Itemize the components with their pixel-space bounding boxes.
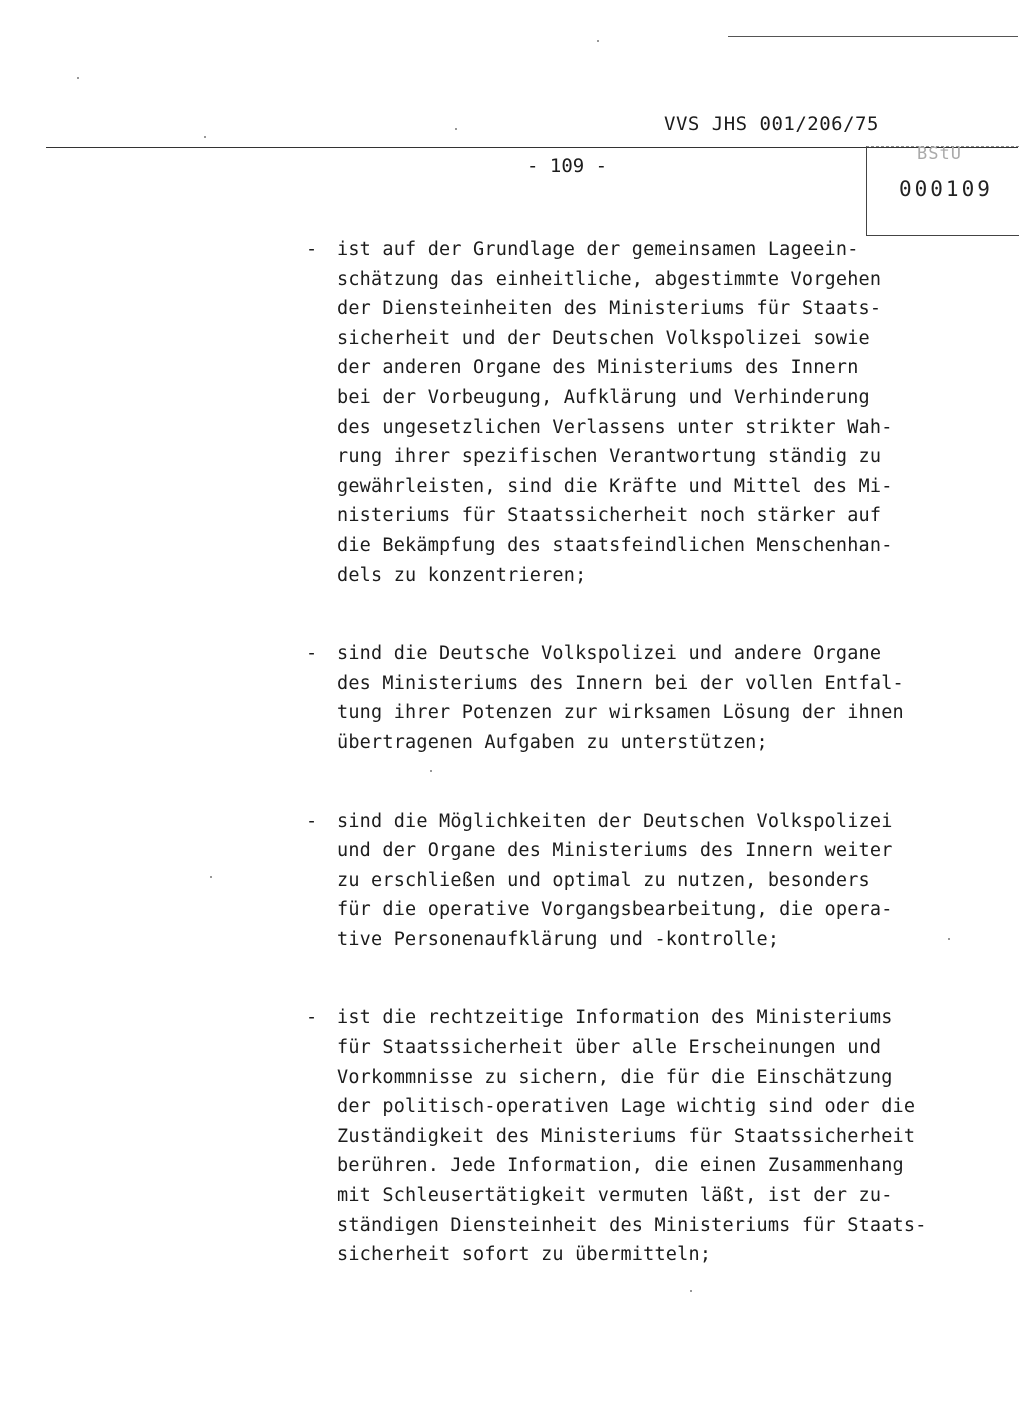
archive-stamp bbox=[866, 146, 1019, 236]
bullet-dash: - bbox=[306, 810, 318, 832]
top-edge-rule bbox=[728, 36, 1018, 37]
text-line: schätzung das einheitliche, abgestimmte Vorgehen bbox=[337, 268, 882, 290]
scan-speck bbox=[597, 40, 599, 42]
stamp-label: BStU bbox=[917, 144, 962, 164]
text-line: der politisch-operativen Lage wichtig sind oder die bbox=[337, 1096, 916, 1118]
text-line: dels zu konzentrieren; bbox=[337, 564, 587, 586]
text-line: der anderen Organe des Ministeriums des Innern bbox=[337, 357, 859, 379]
text-line: ständigen Diensteinheit des Ministeriums für Staats- bbox=[337, 1214, 927, 1236]
text-line: der Diensteinheiten des Ministeriums für Staats- bbox=[337, 298, 882, 320]
scan-speck bbox=[690, 1290, 692, 1292]
text-line: sind die Möglichkeiten der Deutschen Volkspolizei bbox=[337, 810, 893, 832]
bullet-item bbox=[306, 807, 966, 955]
document-reference: VVS JHS 001/206/75 bbox=[664, 113, 879, 135]
text-line: gewährleisten, sind die Kräfte und Mittel des Mi- bbox=[337, 475, 893, 497]
bullet-item bbox=[306, 235, 966, 590]
text-line: Zuständigkeit des Ministeriums für Staatssicherheit bbox=[337, 1125, 916, 1147]
scan-speck bbox=[77, 77, 79, 79]
scan-speck bbox=[430, 770, 432, 772]
text-line: Vorkommnisse zu sichern, die für die Einschätzung bbox=[337, 1066, 893, 1088]
text-line: und der Organe des Ministeriums des Innern weiter bbox=[337, 840, 893, 862]
bullet-item bbox=[306, 639, 966, 757]
text-line: zu erschließen und optimal zu nutzen, besonders bbox=[337, 869, 870, 891]
text-line: übertragenen Aufgaben zu unterstützen; bbox=[337, 731, 768, 753]
bullet-dash: - bbox=[306, 239, 318, 260]
text-line: mit Schleusertätigkeit vermuten läßt, ist der zu- bbox=[337, 1185, 893, 1207]
stamp-number: 000109 bbox=[899, 177, 993, 201]
text-line: für die operative Vorgangsbearbeitung, die opera- bbox=[337, 899, 893, 921]
text-line: ist die rechtzeitige Information des Ministeriums bbox=[337, 1007, 893, 1029]
text-line: des Ministeriums des Innern bei der vollen Entfal- bbox=[337, 672, 904, 694]
text-line: des ungesetzlichen Verlassens unter strikter Wah- bbox=[337, 416, 893, 438]
text-line: die Bekämpfung des staatsfeindlichen Menschenhan- bbox=[337, 534, 893, 556]
bullet-dash: - bbox=[306, 1007, 318, 1029]
scan-speck bbox=[455, 128, 457, 130]
text-line: tive Personenaufklärung und -kontrolle; bbox=[337, 928, 780, 950]
bullet-list bbox=[306, 235, 966, 1270]
text-line: sicherheit und der Deutschen Volkspolizei sowie bbox=[337, 327, 870, 349]
text-line: bei der Vorbeugung, Aufklärung und Verhinderung bbox=[337, 386, 870, 408]
text-line: sind die Deutsche Volkspolizei und andere Organe bbox=[337, 643, 882, 665]
page-number: - 109 - bbox=[527, 155, 608, 177]
scan-speck bbox=[204, 136, 206, 138]
text-line: berühren. Jede Information, die einen Zusammenhang bbox=[337, 1155, 904, 1177]
scan-speck bbox=[948, 938, 950, 940]
text-line: rung ihrer spezifischen Verantwortung ständig zu bbox=[337, 446, 882, 468]
text-line: nisteriums für Staatssicherheit noch stärker auf bbox=[337, 505, 882, 527]
scan-speck bbox=[210, 876, 212, 878]
bullet-dash: - bbox=[306, 643, 318, 665]
text-line: sicherheit sofort zu übermitteln; bbox=[337, 1244, 712, 1266]
text-line: ist auf der Grundlage der gemeinsamen Lageein- bbox=[337, 239, 859, 260]
bullet-item bbox=[306, 1003, 966, 1269]
text-line: tung ihrer Potenzen zur wirksamen Lösung der ihnen bbox=[337, 702, 904, 724]
text-line: für Staatssicherheit über alle Erscheinungen und bbox=[337, 1037, 882, 1059]
